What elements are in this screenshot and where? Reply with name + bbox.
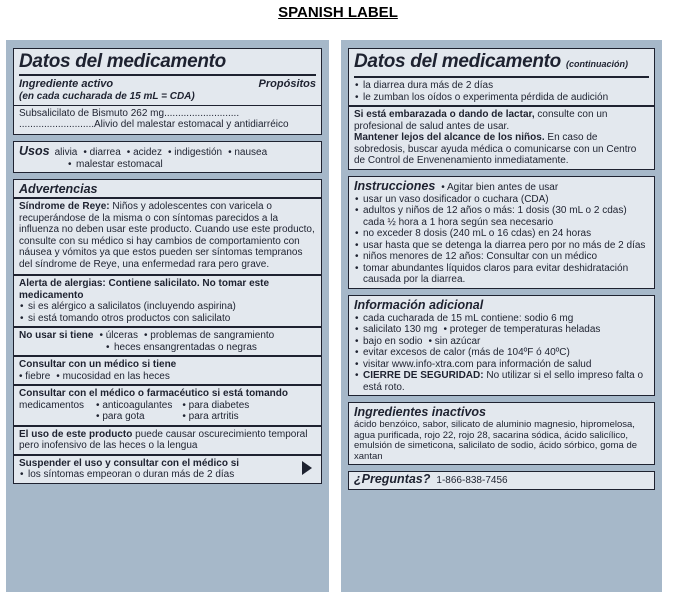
allergy-item: • si está tomando otros productos con salicilato: [19, 313, 316, 325]
do-not-use-line: [19, 330, 316, 342]
stop-use-item: • la diarrea dura más de 2 días: [354, 80, 649, 92]
ask-doctor-heading: Consultar con un médico si tiene: [19, 359, 177, 370]
drug-facts-box: [13, 48, 322, 135]
ask-pharmacist-row: [19, 400, 316, 423]
stop-use-item: • le zumban los oídos o experimenta pérdida de audición: [354, 92, 649, 104]
directions-box: [348, 176, 655, 289]
uses-item: • indigestión: [168, 147, 222, 159]
keep-away-text: En caso de sobredosis, buscar ayuda médica o comunicarse con un Centro de Control de Envenenamiento inmediatamente.: [354, 132, 637, 166]
directions-heading: Instrucciones: [354, 178, 436, 193]
ask-pharmacist-item: • para diabetes: [182, 400, 249, 412]
other-info-row: [354, 336, 649, 348]
other-info-box: [348, 295, 655, 397]
directions-item: • adultos y niños de 12 años o más: 1 dosis (30 mL o 2 cdas) cada ½ hora a 1 hora según sea necesario: [354, 205, 649, 228]
allergy-item: • si es alérgico a salicilatos (incluyendo aspirina): [19, 301, 316, 313]
label-panel-left: [6, 40, 329, 592]
questions-label: ¿Preguntas?: [354, 472, 431, 486]
reye-warning-title: Síndrome de Reye:: [19, 201, 110, 212]
divider: [14, 355, 321, 357]
do-not-use-heading: No usar si tiene: [19, 330, 94, 341]
when-using-text: [19, 429, 316, 452]
inactive-ingredients-text: ácido benzóico, sabor, silicato de aluminio magnesio, hipromelosa, agua purificada, rojo 22, rojo 28, sacarina sódica, ácido salicílico, emulsión de simeticona, salicilato de sodio, ácido sórbico, goma de xantan: [354, 419, 638, 462]
divider: [14, 197, 321, 199]
other-info-item: • bajo en sodio: [354, 336, 423, 348]
active-ingredient-heading: [19, 78, 195, 103]
uses-line: [19, 144, 316, 159]
inactive-ingredients-heading: Ingredientes inactivos: [354, 405, 486, 419]
other-info-heading: Información adicional: [354, 297, 484, 312]
do-not-use-item: • heces ensangrentadas o negras: [105, 342, 316, 354]
allergy-alert-heading: Alerta de alergias: Contiene salicilato. No tomar este medicamento: [19, 278, 270, 301]
tamper-seal-item: [354, 370, 649, 393]
drug-facts-title: [354, 51, 649, 78]
directions-lead: • Agitar bien antes de usar: [441, 182, 558, 194]
label-panel-right: [341, 40, 662, 592]
directions-item: • usar hasta que se detenga la diarrea pero por no más de 2 días: [354, 240, 649, 252]
ask-pharmacist-lead: medicamentos: [19, 399, 85, 411]
reye-warning: [19, 201, 316, 270]
active-ingredient-title: Ingrediente activo: [19, 78, 114, 90]
warnings-box: [13, 179, 322, 484]
drug-facts-continued-box: [348, 48, 655, 170]
keep-away-warning: [354, 132, 649, 167]
warnings-heading: Advertencias: [19, 182, 98, 196]
questions-phone: 1-866-838-7456: [436, 475, 508, 486]
divider: [14, 274, 321, 276]
ask-doctor-line: [19, 371, 316, 383]
uses-item: • malestar estomacal: [67, 159, 316, 171]
when-using-title: El uso de este producto: [19, 428, 133, 440]
active-ingredient-subtitle: (en cada cucharada de 15 mL = CDA): [19, 91, 195, 102]
other-info-item: • evitar excesos de calor (más de 104ºF ó 40ºC): [354, 347, 649, 359]
questions-box: [348, 471, 655, 490]
pregnancy-warning-title: Si está embarazada o dando de lactar,: [354, 109, 535, 120]
other-info-item: • salicilato 130 mg: [354, 324, 437, 336]
continue-arrow-icon: [302, 461, 312, 475]
directions-item: • no exceder 8 dosis (240 mL o 16 cdas) en 24 horas: [354, 228, 649, 240]
tamper-seal-text: No utilizar si el sello impreso falta o está roto.: [363, 370, 644, 393]
uses-item: • nausea: [228, 147, 267, 159]
divider: [14, 454, 321, 456]
ingredient-header-row: [19, 78, 316, 103]
do-not-use-item: • problemas de sangramiento: [144, 330, 274, 342]
ask-pharmacist-item: • anticoagulantes: [96, 400, 172, 412]
when-using-body: puede causar oscurecimiento temporal pero inofensivo de las heces o la lengua: [19, 428, 308, 451]
ask-pharmacist-heading: Consultar con el médico o farmacéutico si está tomando: [19, 388, 288, 399]
other-info-row: [354, 324, 649, 336]
tamper-seal-title: CIERRE DE SEGURIDAD:: [363, 370, 484, 381]
stop-use-item: • los síntomas empeoran o duran más de 2 días: [19, 469, 300, 481]
keep-away-title: Mantener lejos del alcance de los niños.: [354, 132, 545, 143]
other-info-item: • proteger de temperaturas heladas: [443, 324, 600, 336]
stop-use-section: [19, 458, 316, 481]
ask-doctor-item: • mucosidad en las heces: [56, 371, 170, 383]
uses-item: • acidez: [127, 147, 162, 159]
page-heading: SPANISH LABEL: [278, 4, 398, 21]
directions-item: • niños menores de 12 años: Consultar con un médico: [354, 251, 649, 263]
purpose-line: ...........................Alivio del malestar estomacal y antidiarréico: [19, 119, 289, 130]
divider: [14, 425, 321, 427]
purposes-heading: Propósitos: [258, 78, 316, 90]
other-info-item: • cada cucharada de 15 mL contiene: sodio 6 mg: [354, 313, 649, 325]
stop-use-heading: Suspender el uso y consultar con el médico si: [19, 457, 240, 469]
do-not-use-item: • úlceras: [99, 330, 138, 342]
uses-item: • diarrea: [83, 147, 120, 159]
pregnancy-warning: [354, 109, 649, 132]
ask-pharmacist-item: • para gota: [96, 411, 172, 423]
directions-item: • tomar abundantes líquidos claros para evitar deshidratación causada por la diarrea.: [354, 263, 649, 286]
reye-warning-text: Niños y adolescentes con varicela o recuperándose de la misma o con síntomas parecidos a la influenza no deben usar este producto. Cuando use este producto, consulte con su médico si hay cambios de comportamiento con náusea y vómitos ya que estos pueden ser síntomas tempranos del síndrome de Reye, una enfermedad rara pero grave.: [19, 201, 315, 270]
uses-item: alivia: [54, 146, 78, 158]
divider: [14, 105, 321, 106]
ingredient-line: Subsalicilato de Bismuto 262 mg...........................: [19, 107, 240, 119]
directions-item: • usar un vaso dosificador o cuchara (CDA): [354, 194, 649, 206]
uses-heading: Usos: [19, 143, 50, 158]
divider: [14, 326, 321, 328]
pregnancy-warning-text: consulte con un profesional de salud antes de usar.: [354, 109, 608, 132]
other-info-item: • visitar www.info-xtra.com para información de salud: [354, 359, 649, 371]
inactive-ingredients-box: [348, 402, 655, 465]
other-info-item: • sin azúcar: [429, 336, 481, 348]
directions-header: [354, 179, 649, 194]
uses-box: [13, 141, 322, 174]
ask-pharmacist-item: • para artritis: [182, 411, 249, 423]
divider: [349, 105, 654, 107]
continued-label: (continuación): [565, 59, 628, 69]
drug-facts-title: Datos del medicamento: [19, 51, 316, 76]
divider: [14, 384, 321, 386]
drug-facts-title-text: Datos del medicamento: [354, 51, 561, 72]
ask-pharmacist-list: [92, 400, 249, 423]
ask-doctor-item: • fiebre: [19, 371, 50, 383]
